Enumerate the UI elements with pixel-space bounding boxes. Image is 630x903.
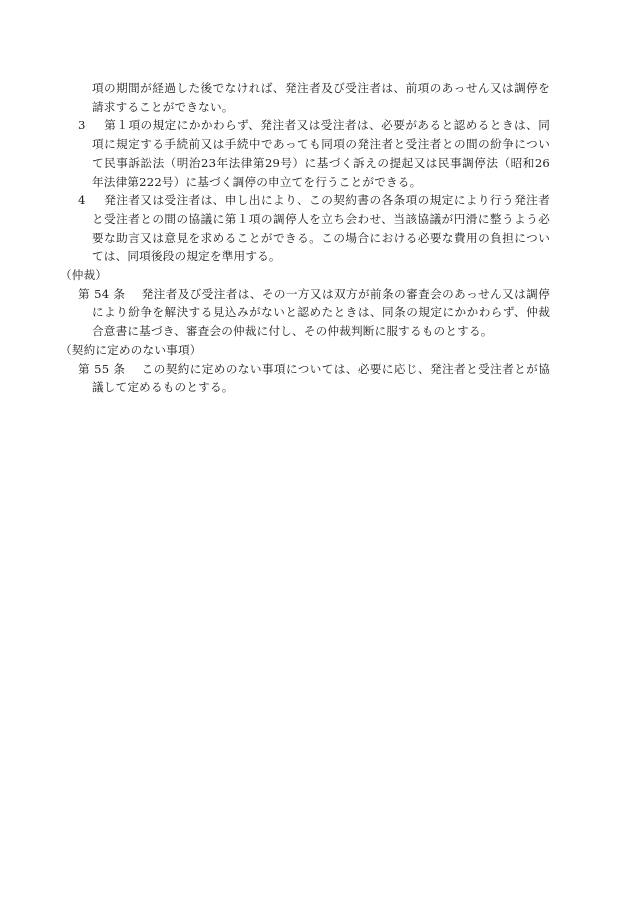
paragraph-4	[64, 191, 550, 266]
paragraph-4-text: 発注者又は受注者は、申し出により、この契約書の各条項の規定により行う発注者と受注者との間の協議に第１項の調停人を立ち会わせ、当該協議が円滑に整うよう必要な助言又は意見を求めることができる。この場合における必要な費用の負担については、同項後段の規定を準用する。	[92, 193, 550, 264]
paragraph-4-number: 4	[78, 193, 86, 208]
continued-paragraph-text: 項の期間が経過した後でなければ、発注者及び受注者は、前項のあっせん又は調停を請求することができない。	[92, 81, 550, 114]
continued-paragraph	[78, 79, 550, 116]
article-54-text: 発注者及び受注者は、その一方又は双方が前条の審査会のあっせん又は調停により紛争を解決する見込みがないと認めたときは、同条の規定にかかわらず、仲裁合意書に基づき、審査会の仲裁に付し、その仲裁判断に服するものとする。	[92, 286, 550, 339]
paragraph-3-number: 3	[78, 118, 86, 133]
article-54-label: 第 54 条	[78, 286, 126, 301]
document-body	[60, 79, 550, 397]
article-55-label: 第 55 条	[78, 361, 126, 376]
paragraph-3	[64, 116, 550, 191]
article-55	[64, 360, 550, 397]
article-54	[64, 285, 550, 341]
article-55-heading: （契約に定めのない事項）	[60, 342, 202, 357]
article-54-heading: （仲裁）	[60, 268, 108, 283]
paragraph-3-text: 第１項の規定にかかわらず、発注者又は受注者は、必要があると認めるときは、同項に規定する手続前又は手続中であっても同項の発注者と受注者との間の紛争について民事訴訟法（明治23年法律第29号）に基づく訴えの提起又は民事調停法（昭和26年法律第222号）に基づく調停の申立てを行うことができる。	[92, 118, 550, 189]
article-55-text: この契約に定めのない事項については、必要に応じ、発注者と受注者とが協議して定めるものとする。	[92, 361, 550, 395]
